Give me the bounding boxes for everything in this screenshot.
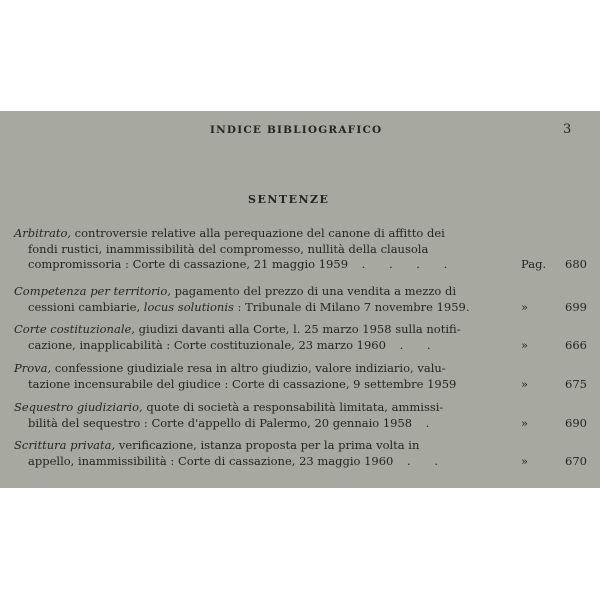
index-entry (14, 361, 589, 392)
ref-page-number: 670 (565, 453, 587, 468)
ref-page-number: 666 (565, 337, 587, 352)
ref-mark: » (521, 337, 529, 352)
page-reference (507, 257, 587, 273)
page-reference (507, 300, 587, 316)
book-page (0, 111, 600, 488)
index-entry (14, 400, 589, 431)
entry-topic: Sequestro giudiziario, (14, 400, 143, 414)
entry-text (14, 322, 506, 353)
page-number: 3 (563, 122, 572, 137)
entry-line: tazione incensurabile del giudice : Corte di cassazione, 9 settembre 1959 (28, 376, 457, 391)
page-reference (507, 416, 587, 432)
entry-line: giudizi davanti alla Corte, l. 25 marzo 1958 sulla notifi- (134, 322, 461, 336)
page-reference (507, 454, 587, 470)
entry-topic: Prova, (14, 361, 52, 375)
entry-text (14, 361, 506, 392)
entry-line: pagamento del prezzo di una vendita a mezzo di (170, 284, 457, 298)
entry-line: cazione, inapplicabilità : Corte costituzionale, 23 marzo 1960 (28, 337, 386, 352)
ref-mark: » (521, 299, 529, 314)
ref-page-number: 699 (565, 299, 587, 314)
entry-line: confessione giudiziale resa in altro giudizio, valore indiziario, valu- (51, 361, 446, 375)
entry-line: fondi rustici, inammissibilità del compromesso, nullità della clausola (28, 241, 429, 256)
ref-mark: » (521, 376, 529, 391)
ref-page-number: 680 (565, 257, 587, 271)
entry-topic: Arbitrato, (14, 226, 72, 240)
entry-line: cessioni cambiarie, locus solutionis : Tribunale di Milano 7 novembre 1959. (28, 299, 470, 314)
index-entry (14, 226, 589, 273)
entry-line: bilità del sequestro : Corte d'appello di Palermo, 20 gennaio 1958 (28, 415, 413, 430)
entry-text (14, 400, 506, 431)
leader-dots: . (412, 415, 440, 430)
entry-line: appello, inammissibilità : Corte di cassazione, 23 maggio 1960 (28, 453, 394, 468)
ref-page-number: 690 (565, 415, 587, 430)
section-title: SENTENZE (248, 193, 330, 206)
entry-line: compromissoria : Corte di cassazione, 21 maggio 1959 (28, 257, 349, 271)
page-reference (507, 338, 587, 354)
leader-dots: . . . . (348, 257, 458, 271)
entry-line: verificazione, istanza proposta per la prima volta in (115, 438, 420, 452)
entry-line: quote di società a responsabilità limitata, ammissi- (142, 400, 444, 414)
entry-topic: Corte costituzionale, (14, 322, 135, 336)
entry-text (14, 226, 506, 273)
index-entry (14, 322, 589, 353)
ref-page-number: 675 (565, 376, 587, 391)
leader-dots: . . (393, 453, 449, 468)
running-header-title: INDICE BIBLIOGRAFICO (210, 124, 383, 136)
entry-topic: Scrittura privata, (14, 438, 116, 452)
latin-phrase: locus solutionis (143, 299, 234, 314)
ref-mark: » (521, 453, 529, 468)
entry-text (14, 284, 506, 315)
ref-mark: Pag. (521, 257, 547, 271)
entry-topic: Competenza per territorio, (14, 284, 171, 298)
ref-mark: » (521, 415, 529, 430)
index-entry (14, 284, 589, 315)
entry-text (14, 438, 506, 469)
index-entry (14, 438, 589, 469)
leader-dots: . . (385, 337, 441, 352)
entry-line: controversie relative alla perequazione del canone di affitto dei (71, 226, 445, 240)
page-reference (507, 377, 587, 393)
